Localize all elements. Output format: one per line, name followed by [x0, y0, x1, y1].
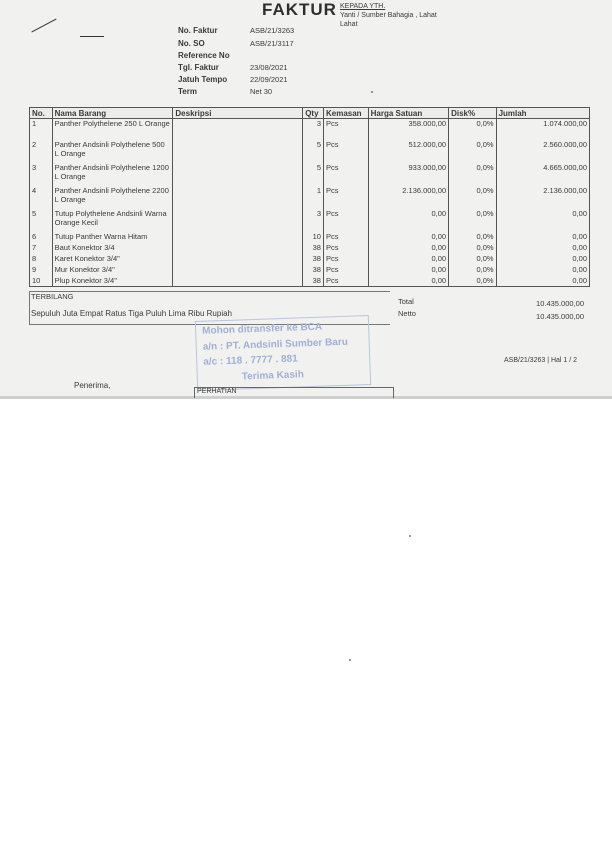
recipient-city: Lahat [340, 21, 358, 28]
cell-no: 7 [30, 243, 53, 254]
cell-harga: 0,00 [368, 209, 448, 232]
terbilang-label: TERBILANG [31, 292, 74, 301]
cell-kemasan: Pcs [323, 140, 368, 163]
pen-mark [80, 36, 104, 37]
cell-disk: 0,0% [449, 276, 497, 287]
col-header-disk: Disk% [449, 108, 497, 119]
cell-no: 1 [30, 119, 53, 140]
cell-desc [173, 209, 303, 232]
table-row [30, 243, 590, 254]
table-row [30, 140, 590, 163]
meta-label: No. SO [178, 39, 205, 48]
cell-jumlah: 0,00 [496, 232, 589, 243]
cell-kemasan: Pcs [323, 119, 368, 140]
total-label: Total [398, 297, 414, 306]
cell-name: Karet Konektor 3/4" [52, 254, 173, 265]
cell-harga: 0,00 [368, 243, 448, 254]
meta-label: No. Faktur [178, 26, 218, 35]
cell-qty: 38 [303, 265, 324, 276]
meta-value: ASB/21/3117 [250, 39, 294, 48]
cell-no: 6 [30, 232, 53, 243]
cell-name: Panther Polythelene 250 L Orange [52, 119, 173, 140]
cell-no: 3 [30, 163, 53, 186]
cell-kemasan: Pcs [323, 232, 368, 243]
terbilang-text: Sepuluh Juta Empat Ratus Tiga Puluh Lima Ribu Rupiah [31, 309, 233, 318]
meta-label: Tgl. Faktur [178, 63, 219, 72]
cell-no: 2 [30, 140, 53, 163]
table-header-row [30, 108, 590, 119]
cell-harga: 2.136.000,00 [368, 186, 448, 209]
cell-name: Plup Konektor 3/4" [52, 276, 173, 287]
cell-harga: 512.000,00 [368, 140, 448, 163]
col-header-qty: Qty [303, 108, 324, 119]
cell-kemasan: Pcs [323, 209, 368, 232]
cell-desc [173, 276, 303, 287]
table-row [30, 265, 590, 276]
cell-no: 10 [30, 276, 53, 287]
col-header-desc: Deskripsi [173, 108, 303, 119]
cell-kemasan: Pcs [323, 243, 368, 254]
cell-desc [173, 232, 303, 243]
table-row [30, 232, 590, 243]
stamp-line: Mohon ditransfer ke BCA [202, 321, 323, 337]
cell-jumlah: 0,00 [496, 254, 589, 265]
cell-qty: 3 [303, 119, 324, 140]
meta-value: 22/09/2021 [250, 75, 288, 84]
col-header-no: No. [30, 108, 53, 119]
cell-disk: 0,0% [449, 209, 497, 232]
attention-box: PERHATIAN [194, 387, 394, 398]
cell-disk: 0,0% [449, 254, 497, 265]
cell-kemasan: Pcs [323, 276, 368, 287]
recipient-name: Yanti / Sumber Bahagia , Lahat [340, 12, 437, 19]
cell-name: Tutup Polythelene Andsinli Warna Orange Kecil [52, 209, 173, 232]
scan-speck [371, 91, 373, 93]
cell-jumlah: 0,00 [496, 243, 589, 254]
cell-qty: 38 [303, 254, 324, 265]
cell-harga: 0,00 [368, 232, 448, 243]
total-value: 10.435.000,00 [536, 299, 584, 308]
payment-stamp [195, 315, 371, 391]
scan-speck [349, 659, 351, 661]
cell-desc [173, 265, 303, 276]
items-table [29, 107, 590, 287]
cell-name: Panther Andsinli Polythelene 1200 L Orange [52, 163, 173, 186]
cell-name: Panther Andsinli Polythelene 500 L Orange [52, 140, 173, 163]
cell-disk: 0,0% [449, 186, 497, 209]
netto-value: 10.435.000,00 [536, 312, 584, 321]
invoice-title: FAKTUR [262, 0, 337, 19]
col-header-harga: Harga Satuan [368, 108, 448, 119]
meta-value: Net 30 [250, 87, 273, 96]
cell-jumlah: 0,00 [496, 209, 589, 232]
col-header-kemasan: Kemasan [323, 108, 368, 119]
cell-kemasan: Pcs [323, 163, 368, 186]
cell-harga: 0,00 [368, 254, 448, 265]
cell-no: 4 [30, 186, 53, 209]
cell-jumlah: 2.560.000,00 [496, 140, 589, 163]
cell-name: Mur Konektor 3/4" [52, 265, 173, 276]
stamp-line: Terima Kasih [241, 369, 305, 383]
cell-disk: 0,0% [449, 119, 497, 140]
cell-jumlah: 0,00 [496, 265, 589, 276]
cell-jumlah: 2.136.000,00 [496, 186, 589, 209]
cell-jumlah: 0,00 [496, 276, 589, 287]
meta-value: ASB/21/3263 [250, 26, 295, 35]
cell-no: 5 [30, 209, 53, 232]
cell-kemasan: Pcs [323, 186, 368, 209]
table-row [30, 209, 590, 232]
cell-desc [173, 163, 303, 186]
meta-label: Jatuh Tempo [178, 75, 228, 84]
cell-name: Panther Andsinli Polythelene 2200 L Orange [52, 186, 173, 209]
cell-desc [173, 254, 303, 265]
cell-desc [173, 140, 303, 163]
cell-jumlah: 1.074.000,00 [496, 119, 589, 140]
cell-disk: 0,0% [449, 265, 497, 276]
cell-no: 8 [30, 254, 53, 265]
meta-label: Reference No [178, 51, 230, 60]
cell-jumlah: 4.665.000,00 [496, 163, 589, 186]
cell-qty: 5 [303, 163, 324, 186]
col-header-name: Nama Barang [52, 108, 173, 119]
cell-qty: 38 [303, 243, 324, 254]
cell-disk: 0,0% [449, 243, 497, 254]
meta-label: Term [178, 87, 197, 96]
cell-qty: 10 [303, 232, 324, 243]
cell-kemasan: Pcs [323, 265, 368, 276]
cell-kemasan: Pcs [323, 254, 368, 265]
cell-disk: 0,0% [449, 140, 497, 163]
cell-qty: 38 [303, 276, 324, 287]
stamp-line: a/n : PT. Andsinli Sumber Baru [202, 336, 349, 353]
cell-harga: 358.000,00 [368, 119, 448, 140]
cell-desc [173, 186, 303, 209]
cell-qty: 3 [303, 209, 324, 232]
cell-harga: 933.000,00 [368, 163, 448, 186]
cell-name: Baut Konektor 3/4 [52, 243, 173, 254]
cell-qty: 1 [303, 186, 324, 209]
cell-disk: 0,0% [449, 232, 497, 243]
scan-speck [409, 535, 411, 537]
table-row [30, 276, 590, 287]
meta-value: 23/08/2021 [250, 63, 288, 72]
recipient-label: KEPADA YTH. [340, 3, 386, 10]
cell-qty: 5 [303, 140, 324, 163]
cell-no: 9 [30, 265, 53, 276]
stamp-line: a/c : 118 . 7777 . 881 [203, 353, 298, 368]
table-row [30, 254, 590, 265]
table-row [30, 119, 590, 140]
netto-label: Netto [398, 309, 416, 318]
cell-disk: 0,0% [449, 163, 497, 186]
table-row [30, 163, 590, 186]
cell-name: Tutup Panther Warna Hitam [52, 232, 173, 243]
cell-harga: 0,00 [368, 276, 448, 287]
cell-harga: 0,00 [368, 265, 448, 276]
receiver-label: Penerima, [74, 381, 111, 390]
page-reference: ASB/21/3263 | Hal 1 / 2 [504, 357, 578, 364]
table-row [30, 186, 590, 209]
col-header-jumlah: Jumlah [496, 108, 589, 119]
cell-desc [173, 119, 303, 140]
cell-desc [173, 243, 303, 254]
